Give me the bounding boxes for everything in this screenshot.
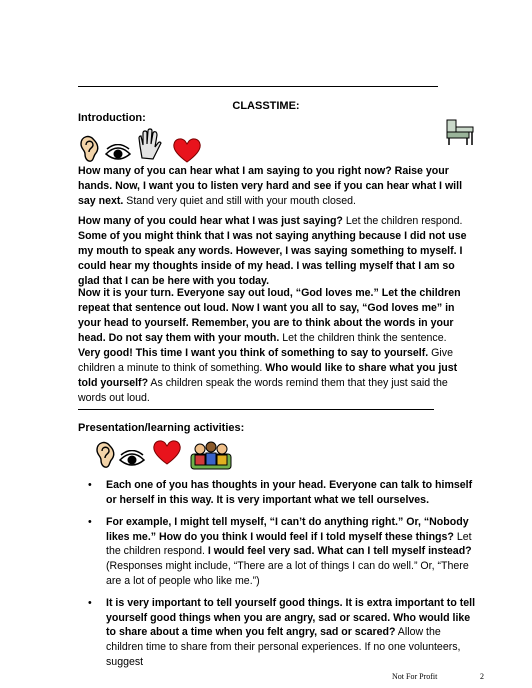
bullet-marker: • xyxy=(88,516,92,529)
bullet-marker: • xyxy=(88,597,92,610)
list-item: • Each one of you has thoughts in your head. Everyone can talk to himself or herself in this way. It is very important what we tell ourselves. xyxy=(88,479,473,506)
presentation-heading: Presentation/learning activities: xyxy=(78,422,245,434)
section-divider xyxy=(78,409,434,410)
eye-icon xyxy=(104,144,132,164)
bullet-marker: • xyxy=(88,479,92,491)
list-item: • For example, I might tell myself, “I can’t do anything right.” Or, “Nobody likes me.” How do you think I would feel if I told myself these things? Let the children respond. I would feel very sad. What can I tell myself instead? (Responses might include, “There are a lot of things I can do well.” Or, “There are a lot of people who like me.”) xyxy=(88,516,472,587)
eye-icon xyxy=(118,450,146,470)
activity-list xyxy=(88,478,480,677)
ear-icon xyxy=(78,134,100,164)
hand-icon xyxy=(136,128,162,162)
chair-icon xyxy=(444,118,476,146)
page-number: 2 xyxy=(480,672,484,681)
footer-text: Not For Profit xyxy=(392,672,438,681)
heart-icon xyxy=(172,136,202,164)
intro-paragraph-3: Now it is your turn. Everyone say out loud, “God loves me.” Let the children repeat that sentence out loud. Now I want you all to say, “God loves me” in your head to yourself. Remember, you are to think about the words in your head. Do not say them with your mouth. Let the children think the sentence. xyxy=(78,287,461,344)
children-group-icon xyxy=(190,440,232,470)
heart-icon xyxy=(152,438,182,466)
introduction-heading: Introduction: xyxy=(78,112,146,124)
intro-paragraph-1: How many of you can hear what I am saying to you right now? Raise your hands. Now, I want you to listen very hard and see if you can hear what I will say next. Stand very quiet and still with your mouth closed. xyxy=(78,165,463,207)
top-divider xyxy=(78,86,438,87)
list-item: • It is very important to tell yourself good things. It is extra important to tell yourself good things when you are angry, sad or scared. Who would like to share about a time when you felt angry, sad or scared? Allow the children time to share from their personal experiences. If no one volunteers, suggest xyxy=(88,597,476,668)
ear-icon xyxy=(94,440,116,470)
intro-paragraph-4: Very good! This time I want you think of something to say to yourself. Give children a minute to think of something. Who would like to share what you just told yourself? As children speak the words remind them that they just said the words out loud. xyxy=(78,347,458,404)
intro-paragraph-2: How many of you could hear what I was just saying? Let the children respond. Some of you might think that I was not saying anything because I did not use my mouth to speak any words. However, I was saying something to myself. I could hear my thoughts inside of my head. I was telling myself that I am so glad that I can be here with you today. xyxy=(78,215,467,287)
page-title: CLASSTIME: xyxy=(232,100,300,112)
